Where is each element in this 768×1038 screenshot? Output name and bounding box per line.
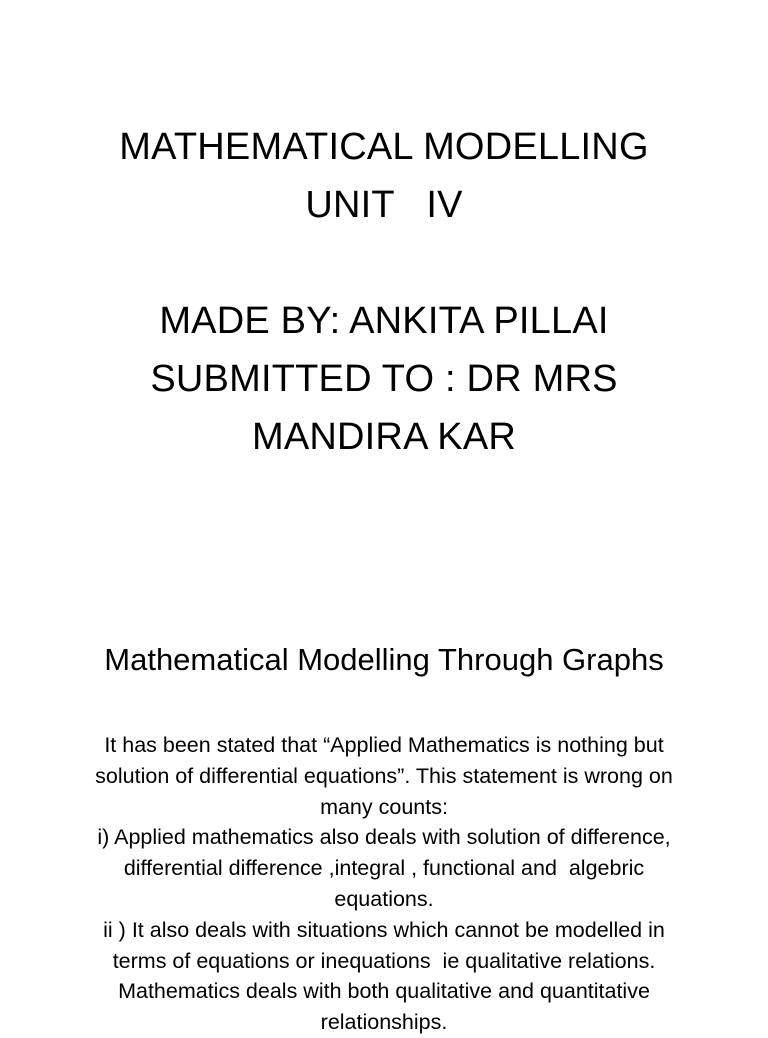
title-line-1: MATHEMATICAL MODELLING	[119, 126, 649, 168]
title-line-2: UNIT IV	[305, 184, 463, 226]
body-line: terms of equations or inequations ie qualitative relations.	[112, 948, 656, 973]
submitted-to-line-1: SUBMITTED TO : DR MRS	[150, 358, 618, 400]
body-line: equations.	[334, 886, 434, 911]
content-slide	[0, 638, 768, 1038]
body-line: i) Applied mathematics also deals with solution of difference,	[97, 825, 671, 850]
title-spacer	[0, 234, 768, 292]
slide-heading: Mathematical Modelling Through Graphs	[104, 642, 664, 677]
body-line: Mathematics deals with both qualitative and quantitative	[118, 979, 650, 1004]
body-line: solution of differential equations”. This statement is wrong on	[95, 763, 673, 788]
body-line: differential difference ,integral , functional and algebric	[123, 856, 645, 881]
title-slide	[0, 118, 768, 466]
body-line: It has been stated that “Applied Mathematics is nothing but	[104, 733, 664, 757]
body-line: relationships.	[320, 1010, 448, 1035]
submitted-to-line-2: MANDIRA KAR	[251, 416, 517, 458]
body-line: many counts:	[320, 794, 448, 819]
body-line: ii ) It also deals with situations which cannot be modelled in	[103, 917, 665, 942]
made-by-line: MADE BY: ANKITA PILLAI	[159, 300, 609, 342]
